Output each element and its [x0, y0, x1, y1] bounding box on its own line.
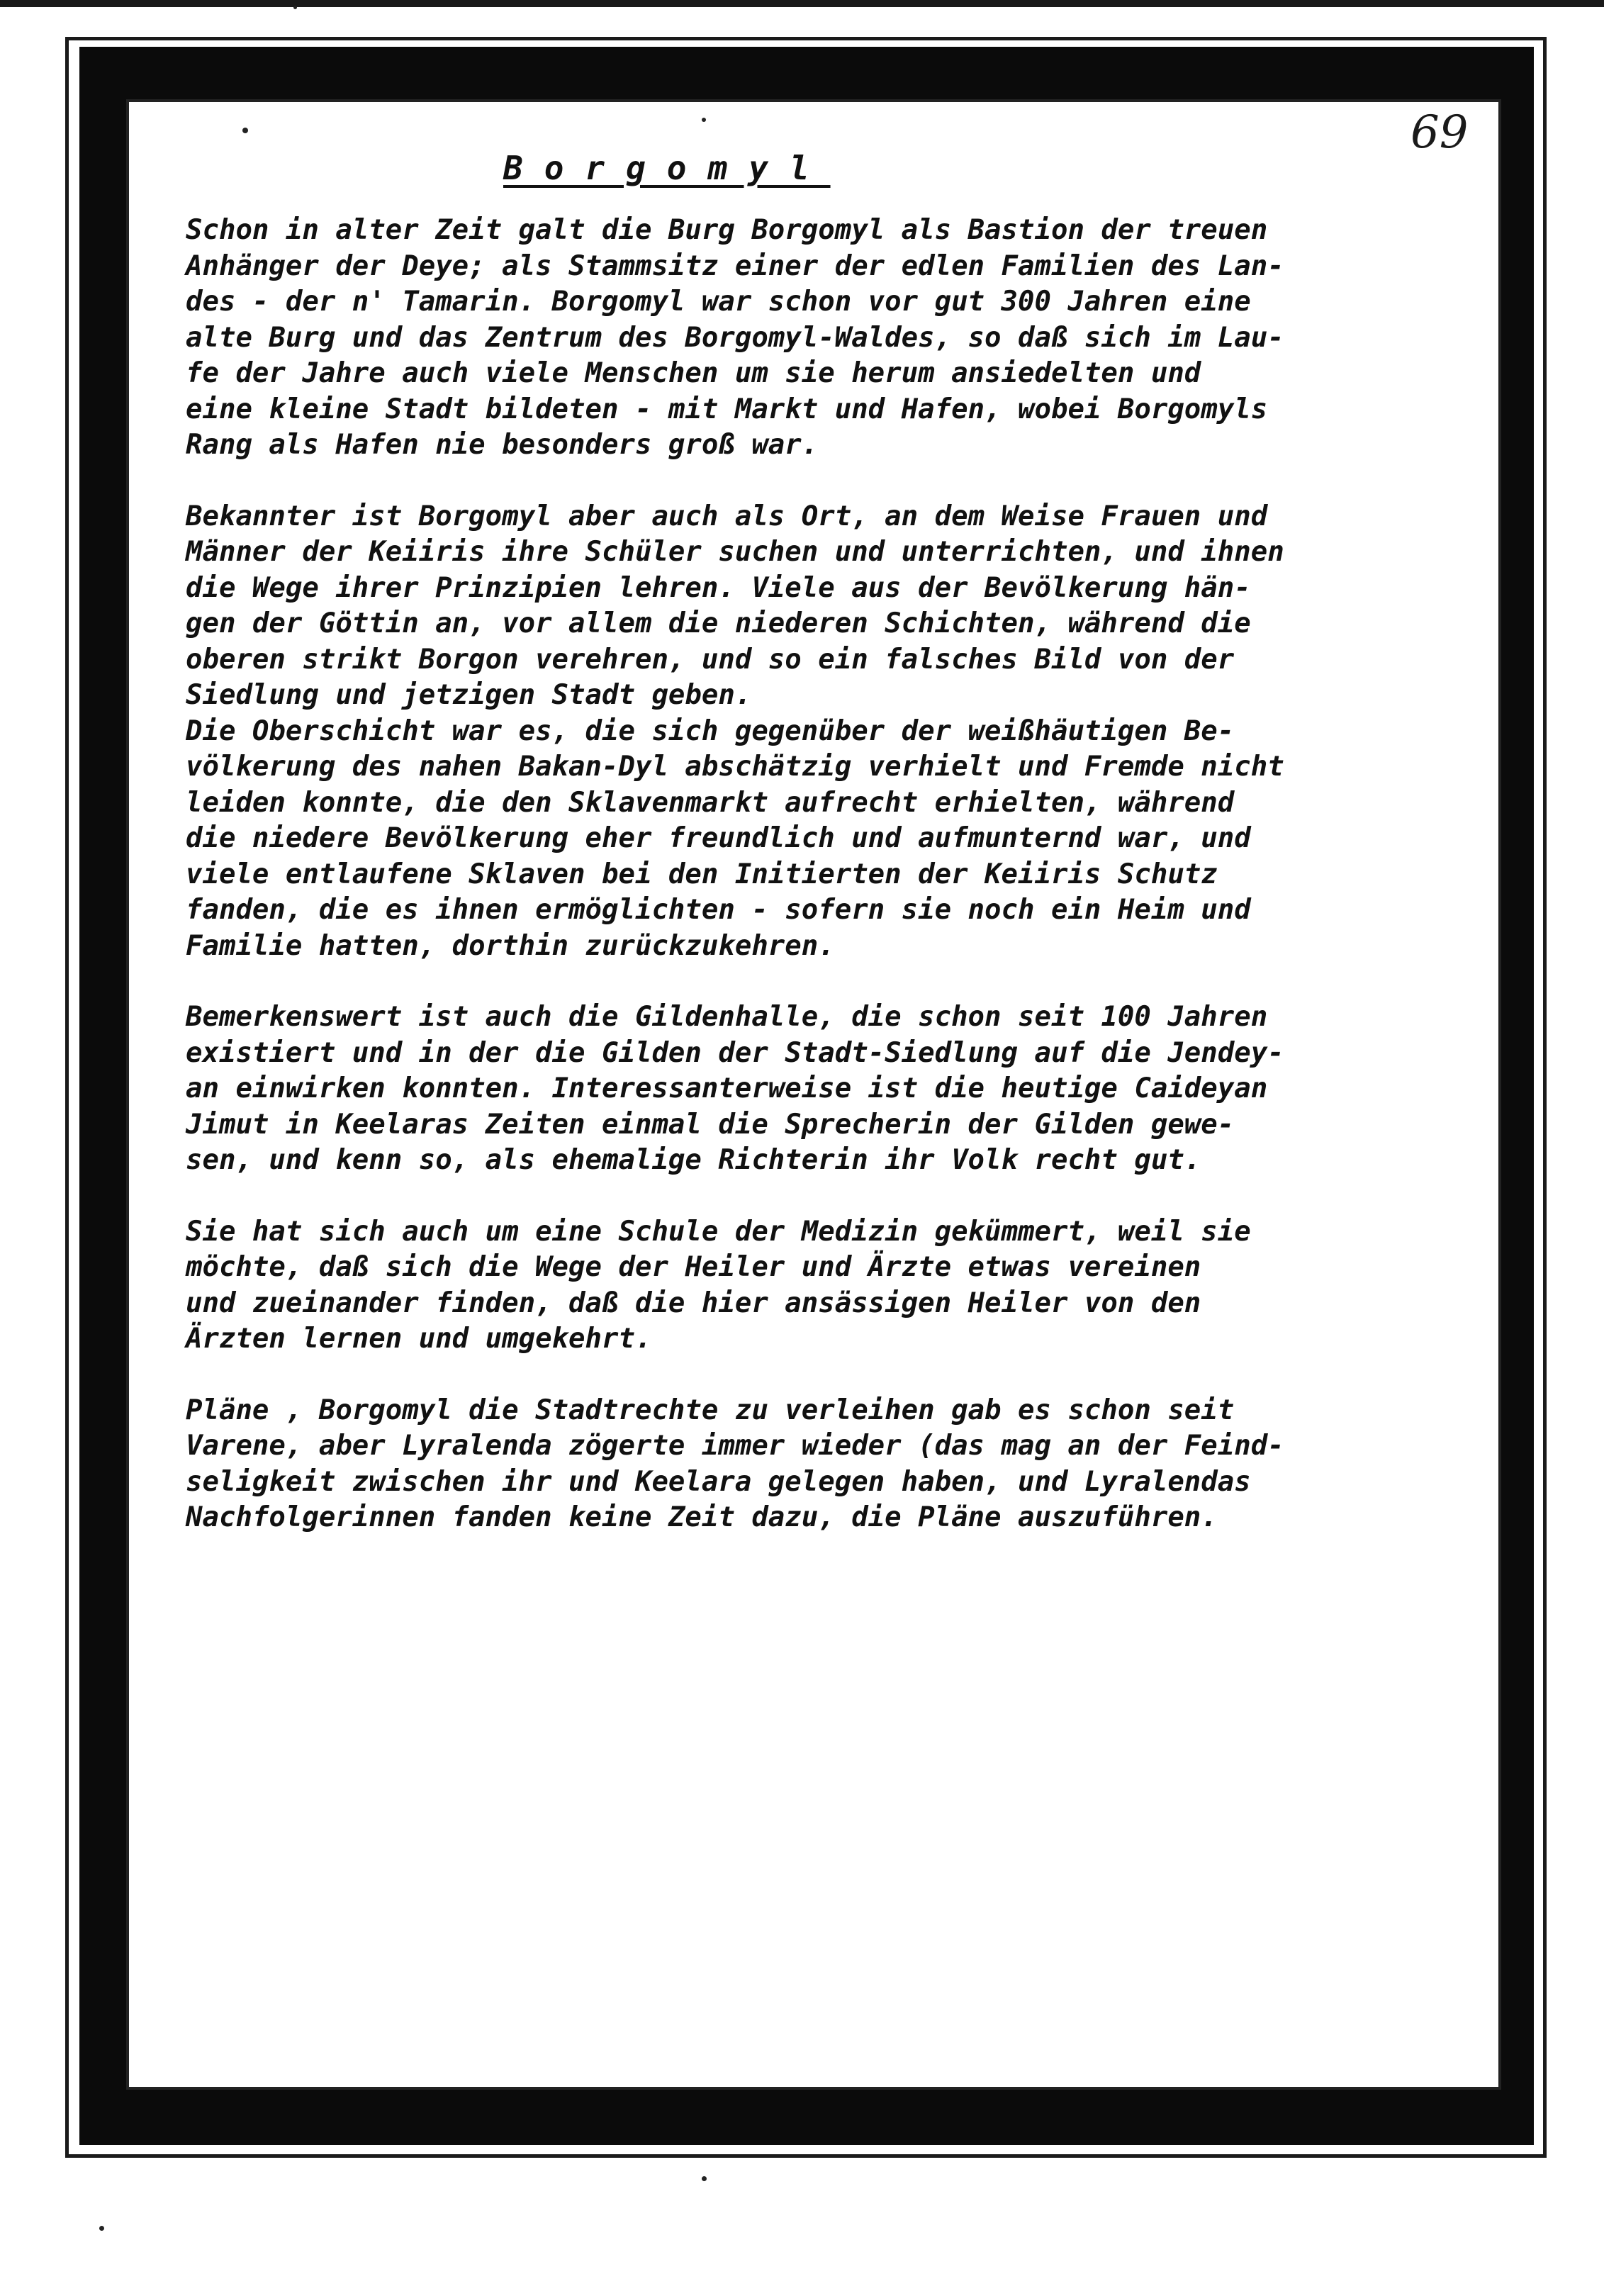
text-line: fanden, die es ihnen ermöglichten - sofern sie noch ein Heim und: [186, 894, 1251, 926]
text-line: die Wege ihrer Prinzipien lehren. Viele aus der Bevölkerung hän-: [186, 571, 1251, 604]
scan-speck: [293, 6, 297, 9]
text-line: Schon in alter Zeit galt die Burg Borgomyl als Bastion der treuen: [186, 214, 1268, 246]
text-line: Sie hat sich auch um eine Schule der Medizin gekümmert, weil sie: [186, 1215, 1251, 1248]
scan-speck: [702, 118, 706, 122]
text-line: möchte, daß sich die Wege der Heiler und Ärzte etwas vereinen: [186, 1251, 1201, 1283]
text-line: Die Oberschicht war es, die sich gegenüber der weißhäutigen Be-: [186, 715, 1235, 747]
text-line: völkerung des nahen Bakan-Dyl abschätzig verhielt und Fremde nicht: [186, 751, 1284, 783]
paragraph-3: [186, 714, 1518, 965]
paragraph-1: [186, 213, 1518, 464]
text-line: oberen strikt Borgon verehren, und so ein falsches Bild von der: [186, 643, 1235, 676]
text-line: Ärzten lernen und umgekehrt.: [186, 1323, 652, 1355]
paragraph-4: [186, 999, 1518, 1179]
text-line: seligkeit zwischen ihr und Keelara gelegen haben, und Lyralendas: [186, 1465, 1251, 1498]
text-line: Familie hatten, dorthin zurückzukehren.: [186, 929, 835, 962]
paragraph-2: [186, 499, 1518, 714]
paragraph-5: [186, 1214, 1518, 1357]
top-scan-rule: [0, 0, 1604, 7]
scan-speck: [242, 128, 248, 133]
scan-speck: [99, 2226, 104, 2231]
text-line: Siedlung und jetzigen Stadt geben.: [186, 679, 752, 711]
text-line: viele entlaufene Sklaven bei den Initierten der Keiiris Schutz: [186, 858, 1218, 890]
text-line: an einwirken konnten. Interessanterweise ist die heutige Caideyan: [186, 1073, 1268, 1104]
text-line: alte Burg und das Zentrum des Borgomyl-Waldes, so daß sich im Lau-: [186, 321, 1284, 354]
text-line: Anhänger der Deye; als Stammsitz einer der edlen Familien des Lan-: [186, 250, 1284, 282]
text-line: Bekannter ist Borgomyl aber auch als Ort, an dem Weise Frauen und: [186, 500, 1268, 532]
text-line: Männer der Keiiris ihre Schüler suchen und unterrichten, und ihnen: [186, 536, 1284, 568]
text-line: Nachfolgerinnen fanden keine Zeit dazu, die Pläne auszuführen.: [186, 1501, 1218, 1533]
text-line: die niedere Bevölkerung eher freundlich und aufmunternd war, und: [186, 822, 1251, 854]
paragraph-6: [186, 1393, 1518, 1536]
text-line: existiert und in der die Gilden der Stadt-Siedlung auf die Jendey-: [186, 1036, 1284, 1069]
text-line: Rang als Hafen nie besonders groß war.: [186, 429, 819, 461]
text-line: des - der n' Tamarin. Borgomyl war schon vor gut 300 Jahren eine: [186, 286, 1251, 318]
page-number: 69: [1410, 106, 1469, 159]
text-line: Bemerkenswert ist auch die Gildenhalle, die schon seit 100 Jahren: [186, 1001, 1268, 1033]
text-line: eine kleine Stadt bildeten - mit Markt und Hafen, wobei Borgomyls: [186, 393, 1268, 425]
text-line: fe der Jahre auch viele Menschen um sie herum ansiedelten und: [186, 357, 1201, 389]
page-title: Borgomyl: [503, 149, 831, 187]
text-line: leiden konnte, die den Sklavenmarkt aufrecht erhielten, während: [186, 786, 1235, 819]
text-line: und zueinander finden, daß die hier ansässigen Heiler von den: [186, 1287, 1201, 1319]
body-text: [186, 213, 1518, 1572]
text-line: sen, und kenn so, als ehemalige Richterin ihr Volk recht gut.: [186, 1144, 1201, 1176]
text-line: Pläne , Borgomyl die Stadtrechte zu verleihen gab es schon seit: [186, 1394, 1235, 1426]
text-line: Varene, aber Lyralenda zögerte immer wieder (das mag an der Feind-: [186, 1430, 1284, 1462]
scan-speck: [702, 2176, 707, 2181]
text-line: Jimut in Keelaras Zeiten einmal die Sprecherin der Gilden gewe-: [186, 1108, 1235, 1141]
text-line: gen der Göttin an, vor allem die niederen Schichten, während die: [186, 607, 1251, 639]
